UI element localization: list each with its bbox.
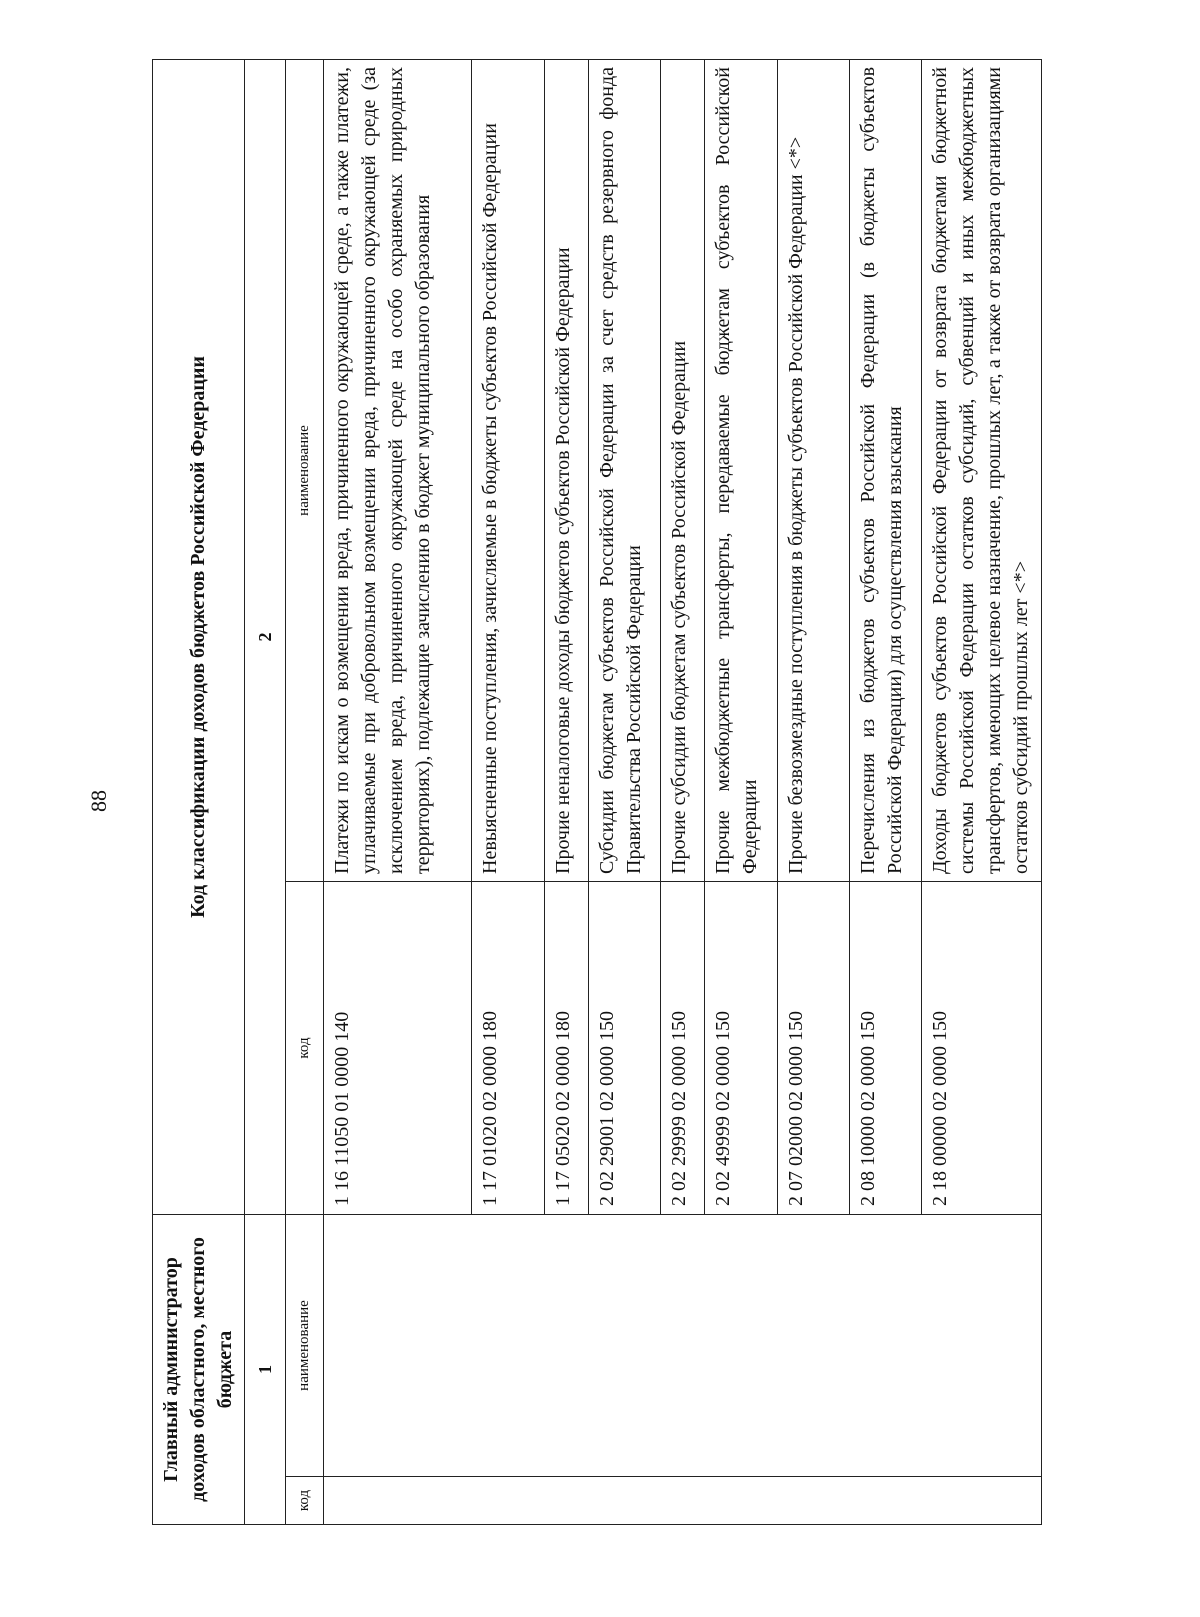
- row-code: 1 17 01020 02 0000 180: [472, 882, 544, 1215]
- column-number-row: [245, 59, 285, 1524]
- row-code: 2 08 10000 02 0000 150: [850, 882, 922, 1215]
- kbk-code-header: код: [285, 882, 323, 1215]
- row-name: Прочие субсидии бюджетам субъектов Российской Федерации: [661, 59, 705, 881]
- kbk-name-header: наименование: [285, 59, 323, 881]
- subheader-row: [285, 59, 323, 1524]
- admin-header: Главный администратор доходов областного, местного бюджета: [153, 1215, 245, 1525]
- column-number-2: 2: [245, 59, 285, 1214]
- row-code: 2 07 02000 02 0000 150: [777, 882, 849, 1215]
- admin-code-header: код: [285, 1477, 323, 1525]
- table-header-row: [153, 59, 245, 1524]
- row-code: 2 02 29999 02 0000 150: [661, 882, 705, 1215]
- page-number: 88: [86, 790, 111, 812]
- kbk-header: Код классификации доходов бюджетов Российской Федерации: [153, 59, 245, 1214]
- row-name: Прочие безвозмездные поступления в бюджеты субъектов Российской Федерации <*>: [777, 59, 849, 881]
- admin-name-cell: [323, 1215, 1041, 1477]
- admin-code-cell: [323, 1477, 1041, 1525]
- revenue-classification-table: [152, 59, 1042, 1525]
- row-code: 2 02 29001 02 0000 150: [588, 882, 660, 1215]
- row-name: Субсидии бюджетам субъектов Российской Федерации за счет средств резервного фонда Правительства Российской Федерации: [588, 59, 660, 881]
- row-code: 1 16 11050 01 0000 140: [323, 882, 472, 1215]
- row-name: Доходы бюджетов субъектов Российской Федерации от возврата бюджетами бюджетной системы Российской Федерации остатков субсидий, субвенций и иных межбюджетных трансфертов, имеющих целевое назначение, прошлых лет, а также от возврата организациями остатков субсидий прошлых лет <*>: [922, 59, 1042, 881]
- row-code: 1 17 05020 02 0000 180: [544, 882, 588, 1215]
- table-row: [323, 59, 472, 1524]
- admin-name-header: наименование: [285, 1215, 323, 1477]
- row-name: Прочие неналоговые доходы бюджетов субъектов Российской Федерации: [544, 59, 588, 881]
- rotated-table-wrapper: [152, 60, 1042, 1525]
- row-name: Платежи по искам о возмещении вреда, причиненного окружающей среде, а также платежи, уплачиваемые при добровольном возмещении вреда, причиненного окружающей среде (за исключением вреда, причиненного окружающей среде на особо охраняемых природных территориях), подлежащие зачислению в бюджет муниципального образования: [323, 59, 472, 881]
- row-name: Прочие межбюджетные трансферты, передаваемые бюджетам субъектов Российской Федерации: [705, 59, 777, 881]
- row-name: Невыясненные поступления, зачисляемые в бюджеты субъектов Российской Федерации: [472, 59, 544, 881]
- row-code: 2 18 00000 02 0000 150: [922, 882, 1042, 1215]
- column-number-1: 1: [245, 1215, 285, 1525]
- row-name: Перечисления из бюджетов субъектов Российской Федерации (в бюджеты субъектов Российской Федерации) для осуществления взыскания: [850, 59, 922, 881]
- row-code: 2 02 49999 02 0000 150: [705, 882, 777, 1215]
